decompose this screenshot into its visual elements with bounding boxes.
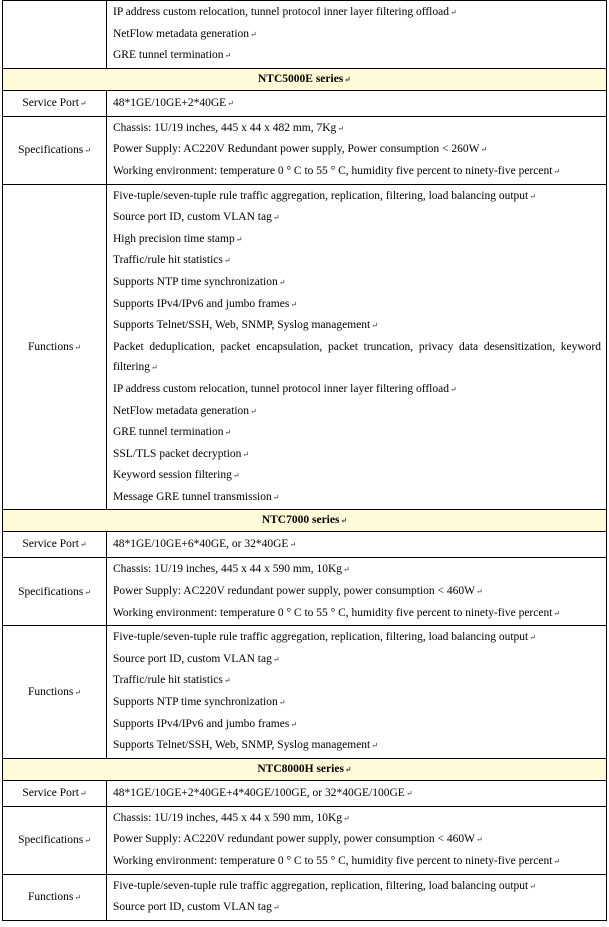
functions-row xyxy=(3,874,607,920)
functions-label: Functions↵ xyxy=(3,184,107,510)
service-port-label: Service Port↵ xyxy=(3,780,107,806)
continued-functions-cell xyxy=(107,1,607,69)
list-item: Packet deduplication, packet encapsulation, packet truncation, privacy data desensitization, keyword filtering↵ xyxy=(113,340,601,374)
functions-cell xyxy=(107,184,607,510)
functions-row xyxy=(3,626,607,759)
functions-cell xyxy=(107,874,607,920)
continued-label-cell xyxy=(3,1,107,69)
list-item: Source port ID, custom VLAN tag↵ xyxy=(113,211,280,224)
series-title-ntc5000e: NTC5000E series↵ xyxy=(3,68,607,90)
functions-cell xyxy=(107,626,607,759)
service-port-label: Service Port↵ xyxy=(3,90,107,116)
specifications-label: Specifications↵ xyxy=(3,116,107,184)
functions-label: Functions↵ xyxy=(3,874,107,920)
series-title-ntc7000: NTC7000 series↵ xyxy=(3,510,607,532)
list-item: Supports Telnet/SSH, Web, SNMP, Syslog management↵ xyxy=(113,319,378,332)
list-item: High precision time stamp↵ xyxy=(113,232,243,245)
series-header-row xyxy=(3,510,607,532)
spec-item: Working environment: temperature 0 ° C to 55 ° C, humidity five percent to ninety-five percent↵ xyxy=(113,606,561,619)
product-spec-table xyxy=(2,0,607,921)
functions-row xyxy=(3,184,607,510)
service-port-row xyxy=(3,90,607,116)
list-item: Five-tuple/seven-tuple rule traffic aggregation, replication, filtering, load balancing output↵ xyxy=(113,631,536,644)
list-item: Supports NTP time synchronization↵ xyxy=(113,696,286,709)
spec-item: Power Supply: AC220V redundant power supply, power consumption < 460W↵ xyxy=(113,585,483,598)
list-item: IP address custom relocation, tunnel protocol inner layer filtering offload↵ xyxy=(113,6,457,18)
spec-item: Working environment: temperature 0 ° C to 55 ° C, humidity five percent to ninety-five percent↵ xyxy=(113,164,561,177)
list-item: NetFlow metadata generation↵ xyxy=(113,27,257,40)
specifications-row xyxy=(3,806,607,874)
specifications-label: Specifications↵ xyxy=(3,558,107,626)
service-port-row xyxy=(3,780,607,806)
specifications-cell xyxy=(107,558,607,626)
list-item: Five-tuple/seven-tuple rule traffic aggregation, replication, filtering, load balancing output↵ xyxy=(113,879,536,892)
list-item: SSL/TLS packet decryption↵ xyxy=(113,447,250,460)
list-item: Message GRE tunnel transmission↵ xyxy=(113,490,280,503)
continued-functions-row xyxy=(3,1,607,69)
specifications-row xyxy=(3,558,607,626)
list-item: Supports NTP time synchronization↵ xyxy=(113,275,286,288)
spec-item: Chassis: 1U/19 inches, 445 x 44 x 590 mm, 10Kg↵ xyxy=(113,563,350,576)
list-item: Supports IPv4/IPv6 and jumbo frames↵ xyxy=(113,717,298,730)
list-item: Five-tuple/seven-tuple rule traffic aggregation, replication, filtering, load balancing output↵ xyxy=(113,189,536,202)
specifications-cell xyxy=(107,806,607,874)
service-port-value: 48*1GE/10GE+2*40GE↵ xyxy=(107,90,607,116)
spec-item: Power Supply: AC220V redundant power supply, power consumption < 460W↵ xyxy=(113,833,483,846)
service-port-value: 48*1GE/10GE+6*40GE, or 32*40GE↵ xyxy=(107,532,607,558)
list-item: Source port ID, custom VLAN tag↵ xyxy=(113,901,280,914)
series-header-row xyxy=(3,758,607,780)
list-item: Traffic/rule hit statistics↵ xyxy=(113,254,231,267)
series-title-ntc8000h: NTC8000H series↵ xyxy=(3,758,607,780)
specifications-label: Specifications↵ xyxy=(3,806,107,874)
specifications-row xyxy=(3,116,607,184)
list-item: Source port ID, custom VLAN tag↵ xyxy=(113,652,280,665)
spec-item: Power Supply: AC220V Redundant power supply, Power consumption < 260W↵ xyxy=(113,143,488,156)
spec-item: Chassis: 1U/19 inches, 445 x 44 x 590 mm, 10Kg↵ xyxy=(113,811,350,824)
spec-item: Chassis: 1U/19 inches, 445 x 44 x 482 mm, 7Kg↵ xyxy=(113,121,344,134)
service-port-label: Service Port↵ xyxy=(3,532,107,558)
list-item: Supports IPv4/IPv6 and jumbo frames↵ xyxy=(113,297,298,310)
series-header-row xyxy=(3,68,607,90)
specifications-cell xyxy=(107,116,607,184)
service-port-value: 48*1GE/10GE+2*40GE+4*40GE/100GE, or 32*40GE/100GE↵ xyxy=(107,780,607,806)
spec-item: Working environment: temperature 0 ° C to 55 ° C, humidity five percent to ninety-five percent↵ xyxy=(113,855,561,867)
list-item: GRE tunnel termination↵ xyxy=(113,426,232,439)
list-item: NetFlow metadata generation↵ xyxy=(113,404,257,417)
service-port-row xyxy=(3,532,607,558)
list-item: Traffic/rule hit statistics↵ xyxy=(113,674,231,687)
list-item: Keyword session filtering↵ xyxy=(113,469,240,482)
functions-label: Functions↵ xyxy=(3,626,107,759)
list-item: GRE tunnel termination↵ xyxy=(113,49,232,62)
list-item: Supports Telnet/SSH, Web, SNMP, Syslog management↵ xyxy=(113,739,378,752)
list-item: IP address custom relocation, tunnel protocol inner layer filtering offload↵ xyxy=(113,382,457,395)
